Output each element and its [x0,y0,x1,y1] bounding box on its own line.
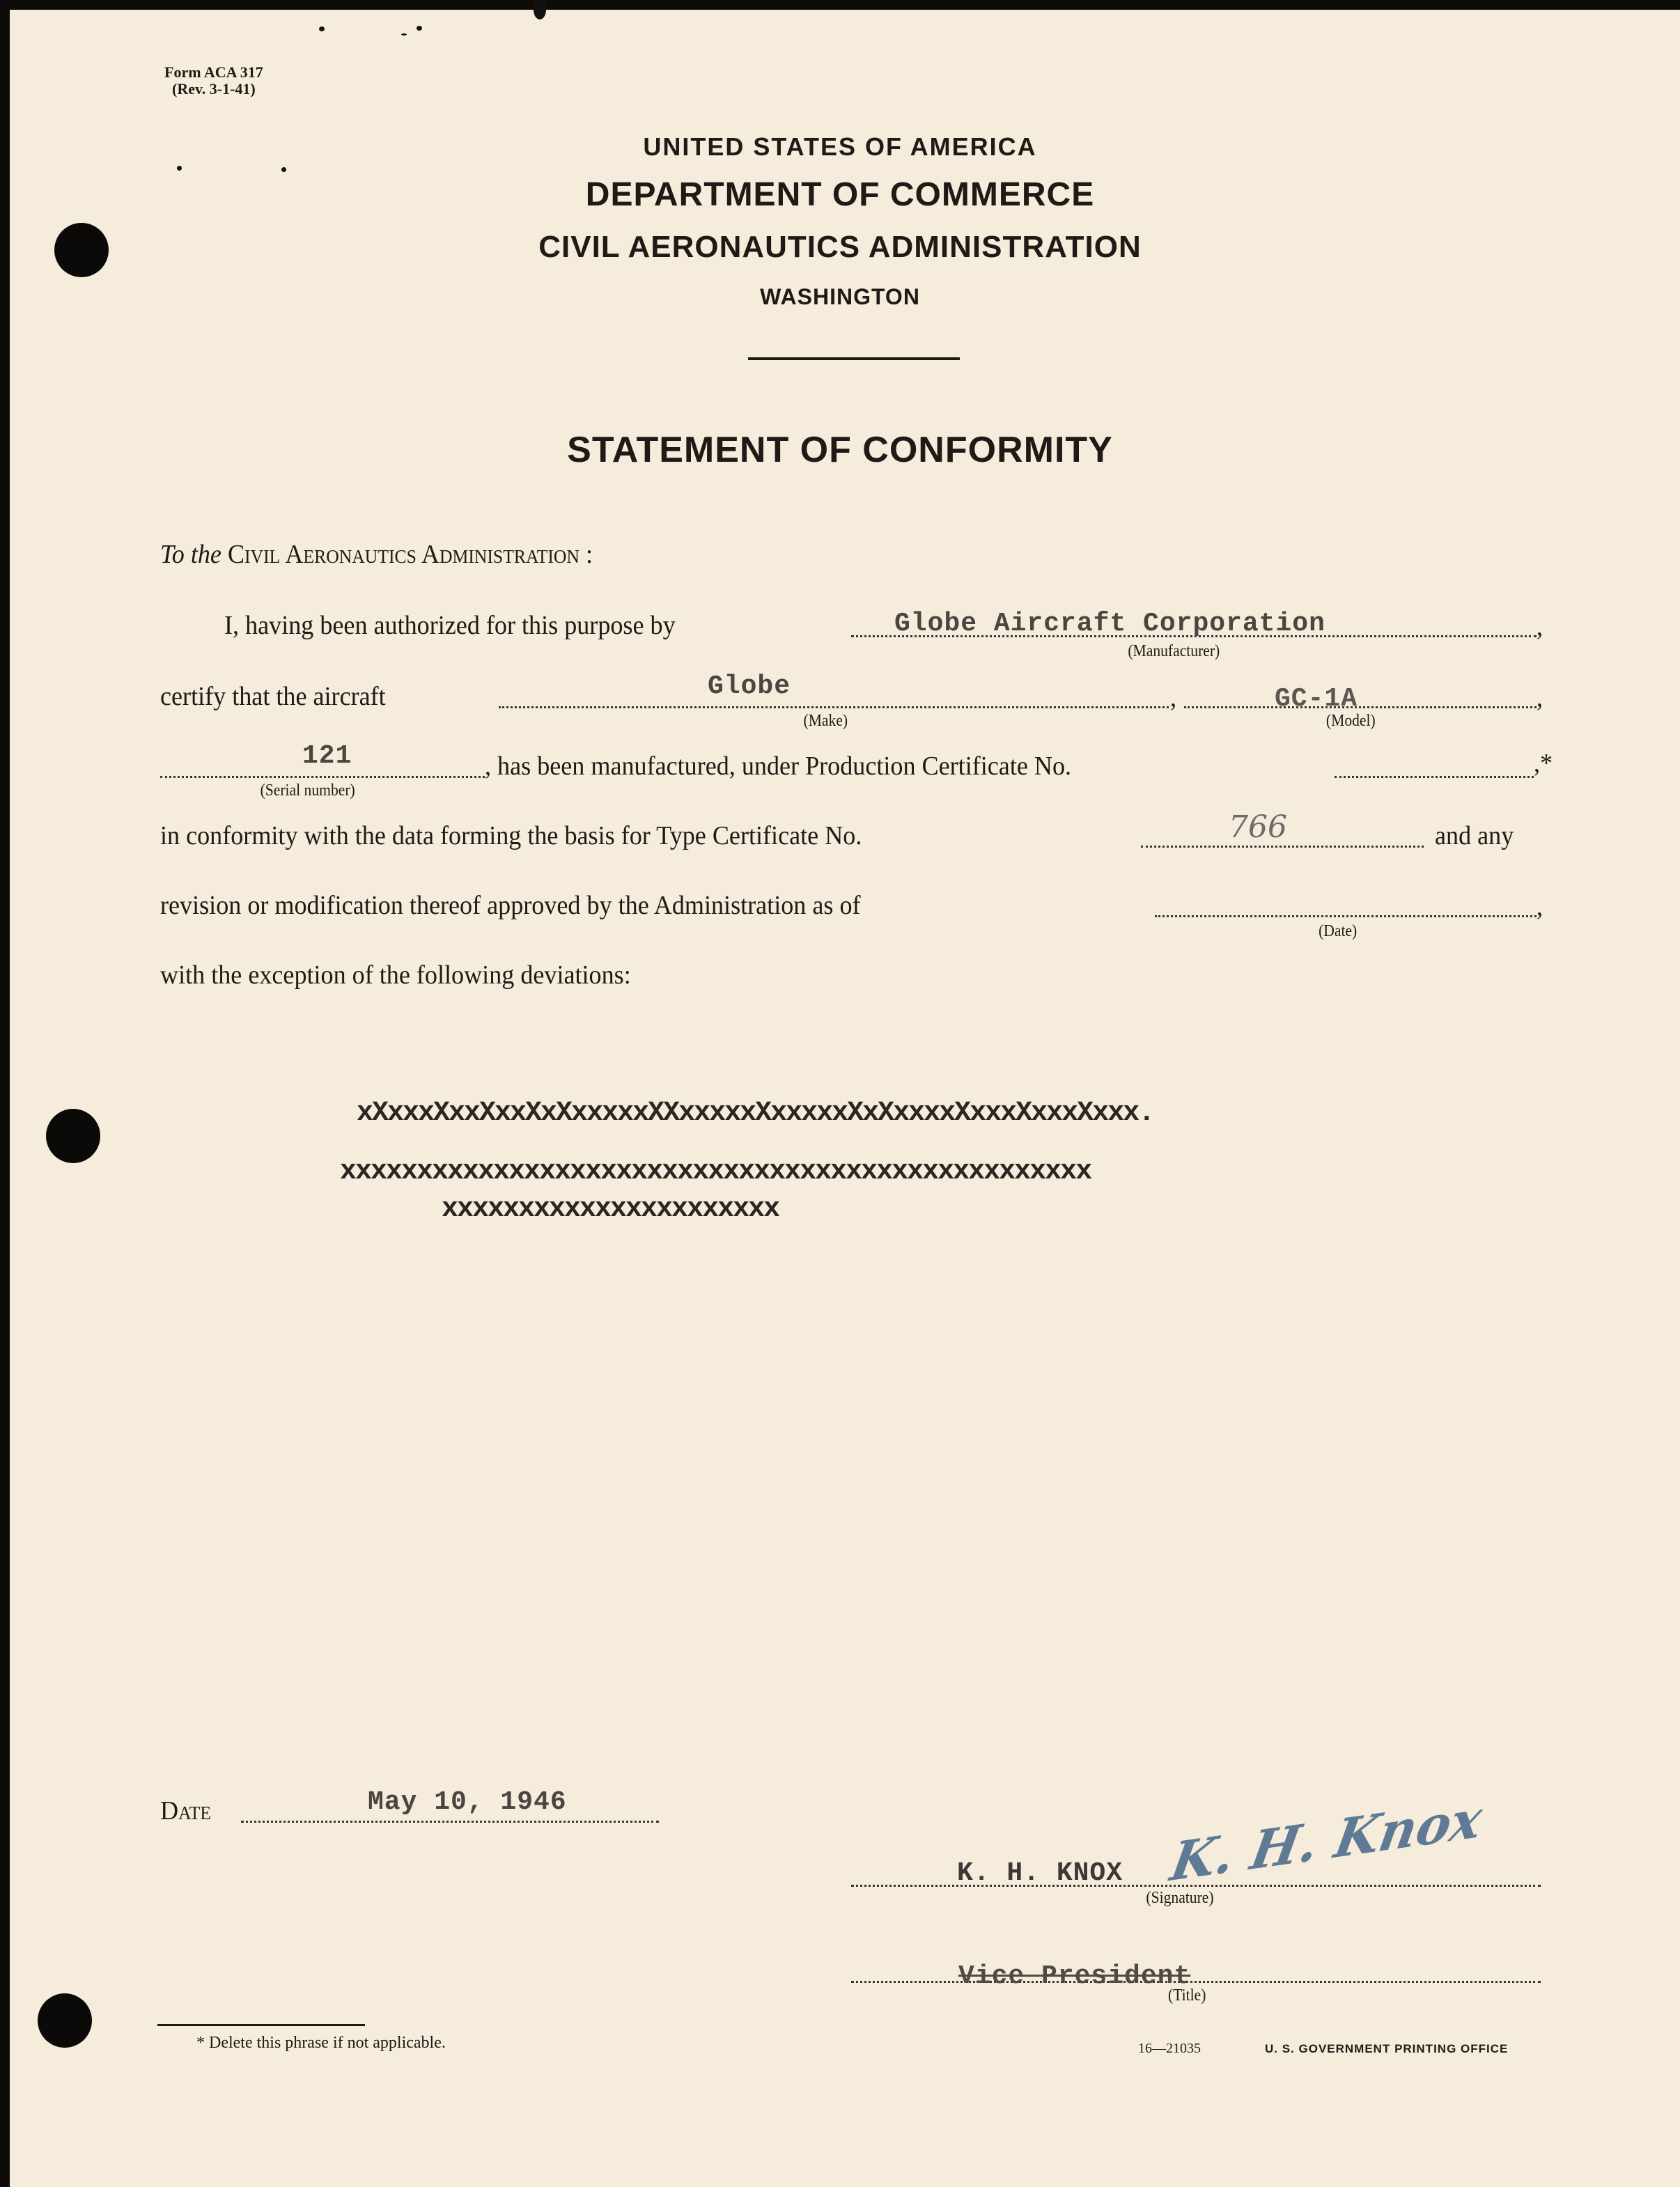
title-caption: (Title) [1168,1986,1206,2005]
statement-line-4-end: and any [1435,821,1514,850]
header-divider [748,357,960,360]
printer-imprint: U. S. GOVERNMENT PRINTING OFFICE [1265,2042,1509,2055]
asterisk-marker: ,* [1534,749,1553,778]
serial-field-line [160,776,485,778]
manufacturer-caption: (Manufacturer) [1128,642,1220,660]
salutation-addressee: Civil Aeronautics Administration [227,540,580,569]
form-identifier [164,64,263,98]
print-code: 16—21035 [1138,2041,1201,2056]
date-field[interactable]: May 10, 1946 [368,1787,567,1817]
ink-mark [534,0,546,20]
salutation-colon: : [585,540,593,569]
make-field-line [499,706,1169,708]
make-field[interactable]: Globe [708,671,791,701]
approval-date-field-line [1155,915,1537,917]
comma: , [1537,612,1543,641]
model-caption: (Model) [1325,712,1376,730]
model-field-line [1184,706,1537,708]
date-caption: (Date) [1319,922,1358,940]
statement-line-1: I, having been authorized for this purpose by [224,611,676,640]
form-revision: (Rev. 3-1-41) [172,80,256,98]
document-title: STATEMENT OF CONFORMITY [567,430,1113,470]
statement-line-3: , has been manufactured, under Production Certificate No. [485,752,1072,781]
ink-speck [319,26,325,31]
ink-speck [417,26,422,31]
comma: , [1537,892,1543,921]
title-field[interactable]: Vice President [958,1961,1191,1991]
serial-number-field[interactable]: 121 [302,741,352,771]
scan-border-top [0,0,1680,10]
signature-caption: (Signature) [1146,1889,1214,1907]
statement-line-6: with the exception of the following deviations: [160,960,631,990]
deviations-struck-line-2: xxxxxxxxxxxxxxxxxxxxxxxxxxxxxxxxxxxxxxxxxxxxxxxxx [340,1156,1091,1188]
production-certificate-field-line [1335,776,1534,778]
scan-border-left [0,0,10,2187]
salutation [160,540,593,568]
statement-line-2: certify that the aircraft [160,682,386,711]
type-certificate-field-line [1141,846,1424,848]
make-caption: (Make) [803,712,848,730]
punch-hole-icon [46,1109,100,1163]
salutation-prefix: To the [160,540,221,569]
serial-caption: (Serial number) [260,781,355,800]
ink-speck [177,166,182,171]
form-number: Form ACA 317 [164,63,263,81]
header-country: UNITED STATES OF AMERICA [643,132,1037,161]
deviations-struck-line-1: xXxxxXxxXxxXxXxxxxxXXxxxxxXxxxxxXxXxxxxXxxxXxxxXxxx. [357,1098,1154,1129]
footnote: * Delete this phrase if not applicable. [196,2034,446,2052]
manufacturer-field[interactable]: Globe Aircraft Corporation [894,609,1325,639]
header-department: DEPARTMENT OF COMMERCE [585,176,1095,213]
footnote-divider [157,2024,365,2026]
date-label: Date [160,1796,212,1826]
comma: , [1537,683,1543,713]
ink-speck [281,167,286,172]
title-field-line [851,1981,1541,1983]
comma: , [1170,683,1177,713]
statement-line-5: revision or modification thereof approved by the Administration as of [160,891,861,920]
deviations-struck-line-3: xxxxxxxxxxxxxxxxxxxxxx [442,1194,779,1225]
handwritten-signature: K. H. Knox [1166,1788,1487,1894]
type-certificate-field[interactable]: 766 [1229,809,1287,845]
statement-line-4: in conformity with the data forming the basis for Type Certificate No. [160,821,862,850]
punch-hole-icon [38,1993,92,2048]
typed-signatory-name: K. H. KNOX [957,1858,1123,1888]
date-field-line [241,1821,659,1823]
model-field[interactable]: GC-1A [1275,684,1358,714]
ink-speck [401,33,407,36]
header-agency: CIVIL AERONAUTICS ADMINISTRATION [538,230,1142,264]
header-city: WASHINGTON [760,284,920,309]
